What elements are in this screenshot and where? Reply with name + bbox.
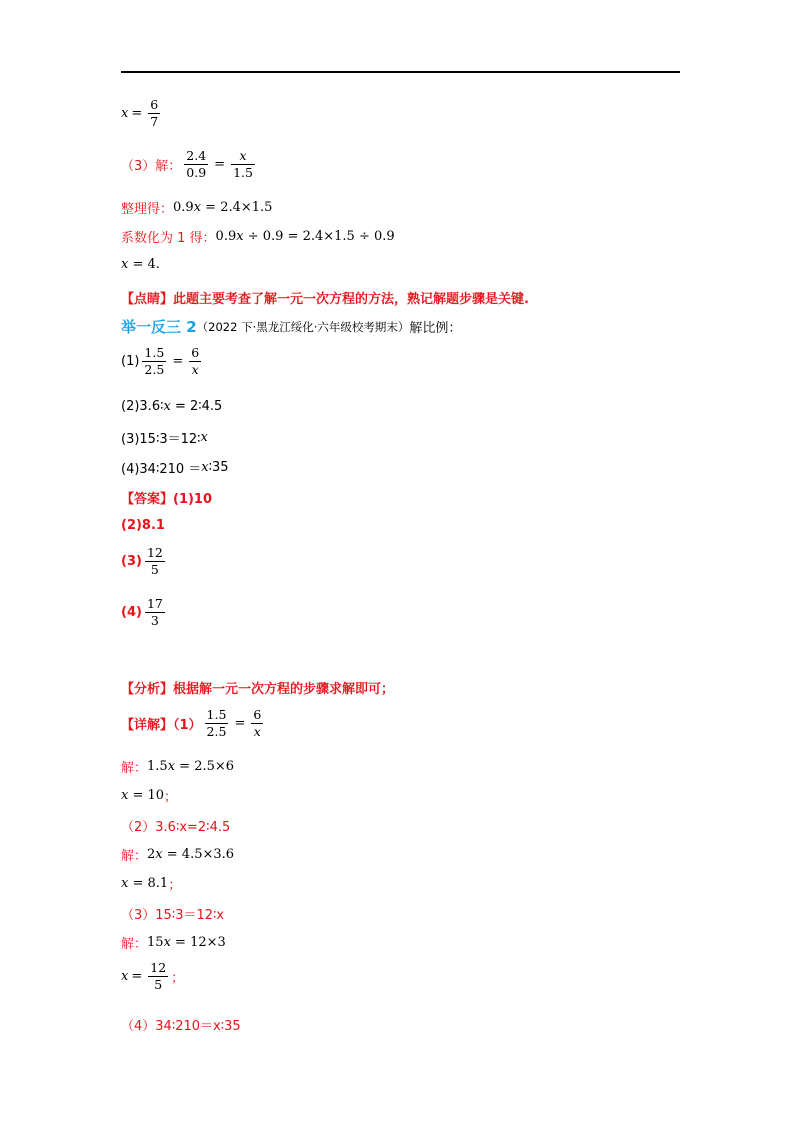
expression: ÷ 0.9 = 2.4×1.5 ÷ 0.9 — [243, 229, 395, 244]
var-x: x — [167, 759, 176, 774]
semicolon: ； — [171, 971, 185, 986]
expression: = 4.5×3.6 — [162, 847, 235, 862]
numerator: 17 — [146, 596, 163, 611]
expression: = 8.1 — [128, 876, 169, 891]
fraction-right — [189, 346, 201, 377]
step-1-solve — [121, 757, 234, 776]
problem-text: (2)3.6∶ — [121, 399, 164, 414]
answer-value: (2)8.1 — [121, 518, 165, 533]
coefficient: 0.9 — [173, 200, 194, 215]
detail-label: 【详解】（1） — [121, 718, 202, 733]
fraction-left — [205, 708, 229, 739]
answer-4 — [121, 597, 168, 628]
var-x: x — [236, 229, 244, 244]
step-3-heading — [121, 904, 224, 923]
problem-text: (4)34∶210 ＝ — [121, 462, 202, 477]
fraction-left — [142, 346, 166, 377]
step-4-heading — [121, 1015, 241, 1034]
var-x: x — [200, 430, 208, 445]
denominator: x — [191, 362, 199, 377]
line-3-solution — [121, 149, 258, 180]
step-label: 解： — [121, 761, 148, 776]
practice-task: 解比例： — [409, 321, 462, 336]
practice-title: 举一反三 2 — [121, 318, 197, 336]
var-x: x — [201, 460, 209, 475]
answer-heading: 【答案】(1)10 — [121, 492, 213, 507]
var-x: x — [121, 969, 129, 984]
period: . — [155, 257, 160, 272]
expression: = 10 — [128, 788, 165, 803]
equals-sign: = — [131, 969, 143, 984]
problem-4 — [121, 458, 229, 477]
step-label: 解： — [121, 849, 148, 864]
step-2-heading — [121, 816, 230, 835]
equals-sign: = — [214, 157, 226, 172]
fraction-left — [184, 149, 208, 180]
answer-2 — [121, 518, 165, 533]
numerator: 6 — [191, 345, 200, 360]
problem-label: (1) — [121, 354, 140, 369]
expression: = 2.5×6 — [175, 759, 235, 774]
var-x: x — [163, 935, 171, 950]
detail-line — [121, 708, 266, 739]
coefficient: 0.9 — [215, 229, 237, 244]
fraction — [148, 961, 168, 992]
step-1-result — [121, 786, 177, 805]
step-heading: （2）3.6∶x=2∶4.5 — [121, 820, 231, 835]
fraction — [148, 98, 160, 129]
denominator: 2.5 — [144, 362, 165, 377]
numerator: 12 — [146, 545, 163, 560]
fraction-right — [231, 149, 255, 180]
problem-text: = 2∶4.5 — [170, 399, 223, 414]
denominator: x — [253, 724, 261, 739]
problem-text: ∶35 — [208, 460, 229, 475]
analysis-line — [121, 678, 394, 697]
key-point-text: 【点睛】此题主要考查了解一元一次方程的方法，熟记解题步骤是关键. — [121, 292, 529, 307]
denominator: 3 — [150, 613, 159, 628]
practice-source: （2022 下·黑龙江绥化·六年级校考期末） — [196, 319, 410, 334]
step-label: （3）解： — [121, 159, 182, 174]
answer-3 — [121, 546, 168, 577]
step-2-result — [121, 874, 181, 893]
answer-1 — [121, 488, 212, 507]
denominator: 1.5 — [233, 165, 253, 180]
equals-sign: = — [234, 716, 246, 731]
expression: = 4 — [128, 257, 156, 272]
step-3-solve — [121, 933, 226, 952]
var-x: x — [121, 788, 129, 803]
answer-label: (4) — [121, 605, 142, 620]
equals-sign: = — [172, 354, 184, 369]
numerator: 1.5 — [144, 345, 165, 360]
line-rearrange — [121, 198, 272, 217]
coefficient: 15 — [147, 935, 164, 950]
numerator: 2.4 — [186, 148, 207, 163]
var-x: x — [193, 200, 202, 215]
var-x: x — [163, 399, 171, 414]
fraction — [145, 546, 165, 577]
expression: = 2.4×1.5 — [201, 200, 273, 215]
denominator: 0.9 — [186, 165, 207, 180]
coefficient: 2 — [147, 847, 156, 862]
expression: = 12×3 — [170, 935, 226, 950]
problem-3 — [121, 428, 208, 447]
denominator: 2.5 — [206, 724, 227, 739]
semicolon: ； — [164, 790, 178, 805]
denominator: 5 — [150, 562, 159, 577]
denominator: 5 — [154, 977, 163, 992]
numerator: 12 — [150, 960, 167, 975]
equals-sign: = — [131, 106, 143, 121]
step-label: 解： — [121, 937, 148, 952]
numerator: 6 — [253, 707, 262, 722]
line-x-equals-6-7 — [121, 98, 163, 129]
line-x-equals-4 — [121, 257, 160, 272]
step-3-result — [121, 961, 184, 992]
line-key-point — [121, 288, 529, 307]
analysis-text: 【分析】根据解一元一次方程的步骤求解即可； — [121, 682, 395, 697]
fraction-right — [251, 708, 263, 739]
step-2-solve — [121, 845, 234, 864]
numerator: x — [239, 148, 247, 163]
semicolon: ； — [168, 878, 182, 893]
step-heading: （3）15∶3＝12∶x — [121, 908, 225, 923]
fraction — [145, 597, 165, 628]
line-coefficient — [121, 227, 395, 246]
denominator: 7 — [150, 114, 159, 129]
step-label: 系数化为 1 得： — [121, 231, 216, 246]
numerator: 1.5 — [206, 707, 227, 722]
header-rule — [121, 71, 680, 73]
problem-text: (3)15∶3＝12∶ — [121, 432, 201, 447]
coefficient: 1.5 — [147, 759, 168, 774]
var-x: x — [121, 876, 129, 891]
var-x: x — [155, 847, 163, 862]
line-practice-heading — [121, 316, 461, 337]
var-x: x — [121, 257, 129, 272]
step-heading: （4）34∶210＝x∶35 — [121, 1019, 241, 1034]
problem-1 — [121, 346, 204, 377]
problem-2 — [121, 399, 222, 414]
var-x: x — [121, 106, 129, 121]
answer-label: (3) — [121, 554, 142, 569]
numerator: 6 — [150, 97, 159, 112]
step-label: 整理得： — [121, 202, 174, 217]
